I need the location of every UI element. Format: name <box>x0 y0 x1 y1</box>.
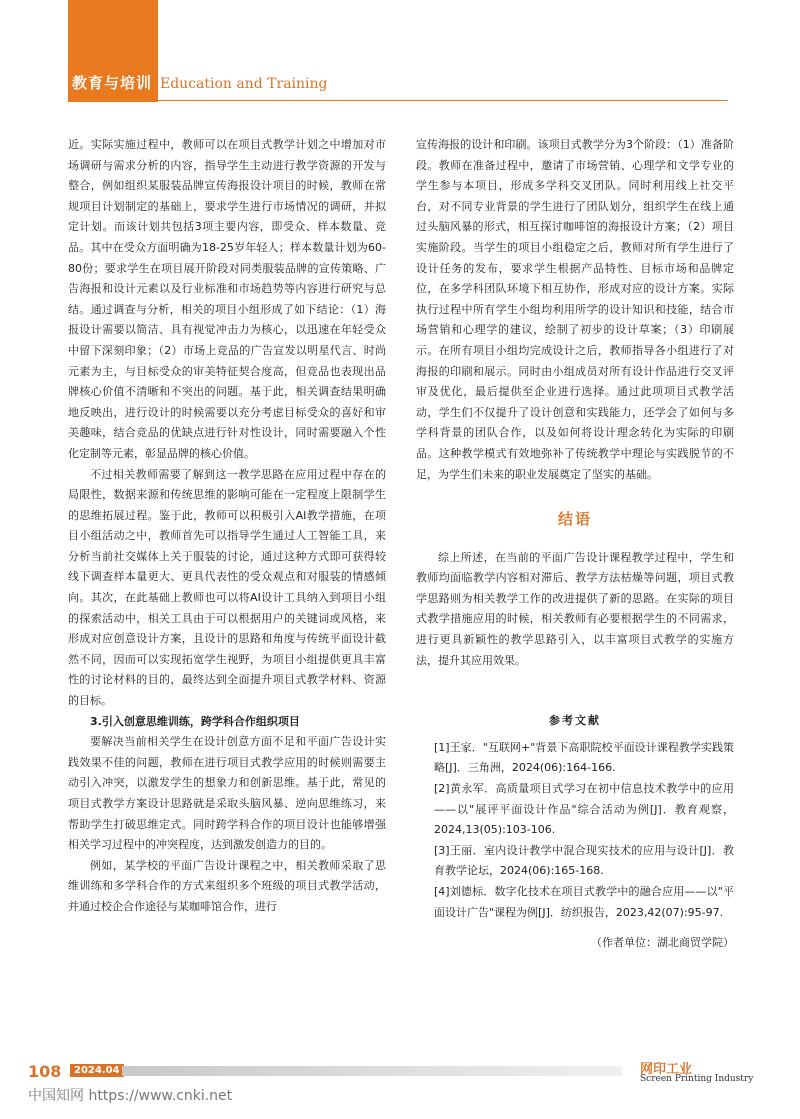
reference-item: [4]刘德标．数字化技术在项目式教学中的融合应用——以"平面设计广告"课程为例[J]．纺织报告，2023,42(07):95-97. <box>434 885 734 919</box>
journal-name-zh: 网印工业 <box>640 1062 693 1077</box>
left-paragraph-4: 例如，某学校的平面广告设计课程之中，相关教师采取了思维训练和多学科合作的方式来组织多个班级的项目式教学活动，并通过校企合作途径与某咖啡馆合作，进行 <box>68 858 386 913</box>
left-paragraph-1: 近。实际实施过程中，教师可以在项目式教学计划之中增加对市场调研与需求分析的内容，指导学生主动进行教学资源的开发与整合，例如组织某服装品牌宣传海报设计项目的时候，教师在常规项目计划制定的基础上，要求学生进行市场情况的调研，并拟定计划。而该计划共包括3项主要内容，即受众、样本数量、竞品。其中在受众方面明确为18-25岁年轻人；样本数量计划为60-80份；要求学生在项目展开阶段对同类服装品牌的宣传策略、广告海报和设计元素以及行业标准和市场趋势等内容进行研究与总结。通过调查与分析，相关的项目小组形成了如下结论：（1）海报设计需要以简洁、具有视觉冲击力为核心，以迅速在年轻受众中留下深刻印象；（2）市场上竞品的广告宣发以明星代言、时尚元素为主，与目标受众的审美特征契合度高，但竞品也表现出品牌核心价值不清晰和不突出的问题。基于此，相关调查结果明确地反映出，进行设计的时候需要以充分考虑目标受众的喜好和审美趣味，结合竞品的优缺点进行针对性设计，同时需要融入个性化定制等元素，彰显品牌的核心价值。 <box>68 138 386 460</box>
conclusion-heading: 结语 <box>557 510 592 529</box>
right-paragraph-1: 宣传海报的设计和印刷。该项目式教学分为3个阶段：（1）准备阶段。教师在准备过程中，邀请了市场营销、心理学和文学专业的学生参与本项目，形成多学科交叉团队。同时利用线上社交平台，对不同专业背景的学生进行了团队划分，组织学生在线上通过头脑风暴的形式，相互探讨咖啡馆的海报设计方案；（2）项目实施阶段。当学生的项目小组稳定之后，教师对所有学生进行了设计任务的发布，要求学生根据产品特性、目标市场和品牌定位，在多学科团队环境下相互协作，形成对应的设计方案。实际执行过程中所有学生小组均利用所学的设计知识和技能，结合市场营销和心理学的建议，绘制了初步的设计草案；（3）印刷展示。在所有项目小组均完成设计之后，教师指导各小组进行了对海报的印刷和展示。同时由小组成员对所有设计作品进行交叉评审及优化，最后提供至企业进行选择。通过此项项目式教学活动，学生们不仅提升了设计创意和实践能力，还学会了如何与多学科背景的团队合作，以及如何将设计理念转化为实际的印刷品。这种教学模式有效地弥补了传统教学中理论与实践脱节的不足，为学生们未来的职业发展奠定了坚实的基础。 <box>416 138 734 481</box>
references-heading: 参考文献 <box>549 714 601 728</box>
right-column <box>416 135 734 954</box>
issue-date: 2024.04 <box>70 1064 124 1077</box>
section-title-zh: 教育与培训 <box>72 74 153 92</box>
reference-item: [2]黄永军．高质量项目式学习在初中信息技术教学中的应用——以"展评平面设计作品"综合活动为例[J]．教育观察，2024,13(05):103-106. <box>434 782 734 837</box>
left-paragraph-2: 不过相关教师需要了解到这一教学思路在应用过程中存在的局限性，数据来源和传统思维的影响可能在一定程度上限制学生的思维拓展过程。鉴于此，教师可以积极引入AI教学措施，在项目小组活动之中，教师首先可以指导学生通过人工智能工具，来分析当前社交媒体上关于服装的讨论，通过这种方式即可获得较线下调查样本量更大、更具代表性的受众观点和对服装的情感倾向。其次，在此基础上教师也可以将AI设计工具纳入到项目小组的探索活动中，相关工具由于可以根据用户的关键词或风格，来形成对应创意设计方案，且设计的思路和角度与传统平面设计截然不同，因而可以实现拓宽学生视野，为项目小组提供更具丰富性的讨论材料的目的，最终达到全面提升项目式教学材料、资源的目标。 <box>68 467 386 708</box>
reference-item: [1]王家．"互联网+"背景下高职院校平面设计课程教学实践策略[J]．三角洲，2024(06):164-166. <box>434 740 734 775</box>
subsection-heading: 3.引入创意思维训练，跨学科合作组织项目 <box>90 714 300 728</box>
journal-name-en: Screen Printing Industry <box>640 1074 754 1084</box>
author-affiliation: （作者单位：湖北商贸学院） <box>591 936 734 950</box>
header-rule <box>158 100 728 101</box>
footer-bar <box>122 1066 622 1076</box>
conclusion-paragraph: 综上所述，在当前的平面广告设计课程教学过程中，学生和教师均面临教学内容相对滞后、教学方法枯燥等问题，项目式教学思路则为相关教学工作的改进提供了新的思路。在实际的项目式教学措施应用的时候，相关教师有必要根据学生的不同需求，进行更具新颖性的教学思路引入，以丰富项目式教学的实施方法，提升其应用效果。 <box>416 550 734 667</box>
reference-item: [3]王丽．室内设计教学中混合现实技术的应用与设计[J]．教育教学论坛，2024(06):165-168. <box>434 843 734 878</box>
section-title-en: Education and Training <box>160 76 328 92</box>
cnki-watermark: 中国知网 https://www.cnki.net <box>28 1088 233 1104</box>
page-number: 108 <box>28 1062 62 1081</box>
left-paragraph-3: 要解决当前相关学生在设计创意方面不足和平面广告设计实践效果不佳的问题，教师在进行项目式教学应用的时候则需要主动引入冲突，以激发学生的想象力和创新思维。基于此，常见的项目式教学方案设计思路就是采取头脑风暴、逆向思维练习，来帮助学生打破思维定式。同时跨学科合作的项目设计也能够增强相关学习过程中的冲突程度，达到激发创造力的目的。 <box>68 735 386 852</box>
left-column <box>68 135 386 918</box>
